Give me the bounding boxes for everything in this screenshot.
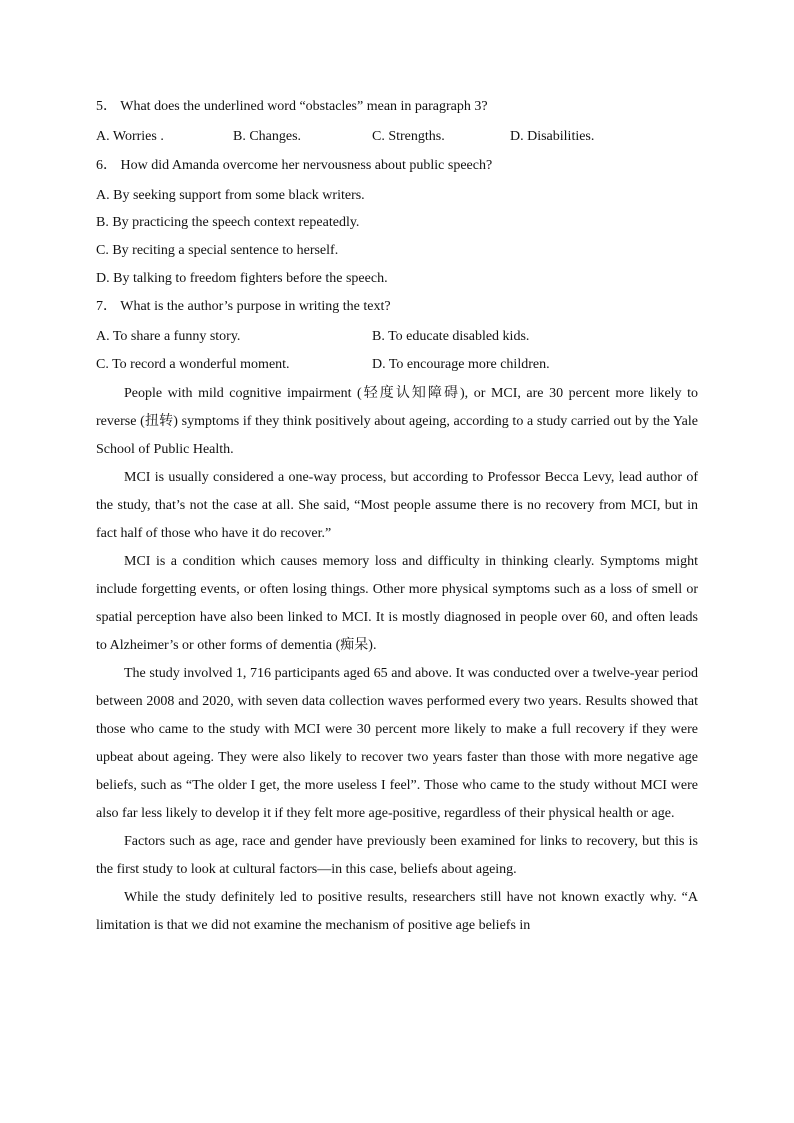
question-6-option-a: A. By seeking support from some black writers. xyxy=(96,188,365,203)
question-7-option-d: D. To encourage more children. xyxy=(372,357,550,372)
question-7-option-b: B. To educate disabled kids. xyxy=(372,329,530,344)
passage-paragraph-3: MCI is a condition which causes memory loss and difficulty in thinking clearly. Symptoms might include forgetting events, or often losing things. Other more physical symptoms such as a loss of smell or spatial perception have also been linked to MCI. It is mostly diagnosed in people over 60, and often leads to Alzheimer’s or other forms of dementia (痴呆). xyxy=(96,554,698,653)
question-5-option-a: A. Worries . xyxy=(96,129,164,144)
passage-paragraph-2: MCI is usually considered a one-way process, but according to Professor Becca Levy, lead author of the study, that’s not the case at all. She said, “Most people assume there is no recovery from MCI, but in fact half of those who have it do recover.” xyxy=(96,470,698,541)
question-7-option-a: A. To share a funny story. xyxy=(96,329,241,344)
question-6-option-c: C. By reciting a special sentence to herself. xyxy=(96,243,339,258)
question-7-option-c: C. To record a wonderful moment. xyxy=(96,357,290,372)
question-5-option-c: C. Strengths. xyxy=(372,129,445,144)
question-5-stem: 5． What does the underlined word “obstacles” mean in paragraph 3? xyxy=(96,99,488,114)
passage-paragraph-6: While the study definitely led to positive results, researchers still have not known exactly why. “A limitation is that we did not examine the mechanism of positive age beliefs in xyxy=(96,890,698,933)
question-6-stem: 6． How did Amanda overcome her nervousness about public speech? xyxy=(96,158,493,173)
question-5-option-b: B. Changes. xyxy=(233,129,302,144)
reading-passage xyxy=(96,380,698,940)
passage-paragraph-1: People with mild cognitive impairment (轻度认知障碍), or MCI, are 30 percent more likely to reverse (扭转) symptoms if they think positively about ageing, according to a study carried out by the Yale School of Public Health. xyxy=(96,386,698,457)
question-5-option-d: D. Disabilities. xyxy=(510,129,595,144)
question-6-option-b: B. By practicing the speech context repeatedly. xyxy=(96,215,360,230)
question-7-stem: 7． What is the author’s purpose in writing the text? xyxy=(96,299,391,314)
passage-paragraph-5: Factors such as age, race and gender have previously been examined for links to recovery, but this is the first study to look at cultural factors—in this case, beliefs about ageing. xyxy=(96,834,698,877)
question-6-option-d: D. By talking to freedom fighters before the speech. xyxy=(96,271,388,286)
passage-paragraph-4: The study involved 1, 716 participants aged 65 and above. It was conducted over a twelve-year period between 2008 and 2020, with seven data collection waves performed every two years. Results showed that those who came to the study with MCI were 30 percent more likely to make a full recovery if they were upbeat about ageing. They were also likely to recover two years faster than those with more negative age beliefs, such as “The older I get, the more useless I feel”. Those who came to the study without MCI were also far less likely to develop it if they felt more age-positive, regardless of their physical health or age. xyxy=(96,666,698,821)
